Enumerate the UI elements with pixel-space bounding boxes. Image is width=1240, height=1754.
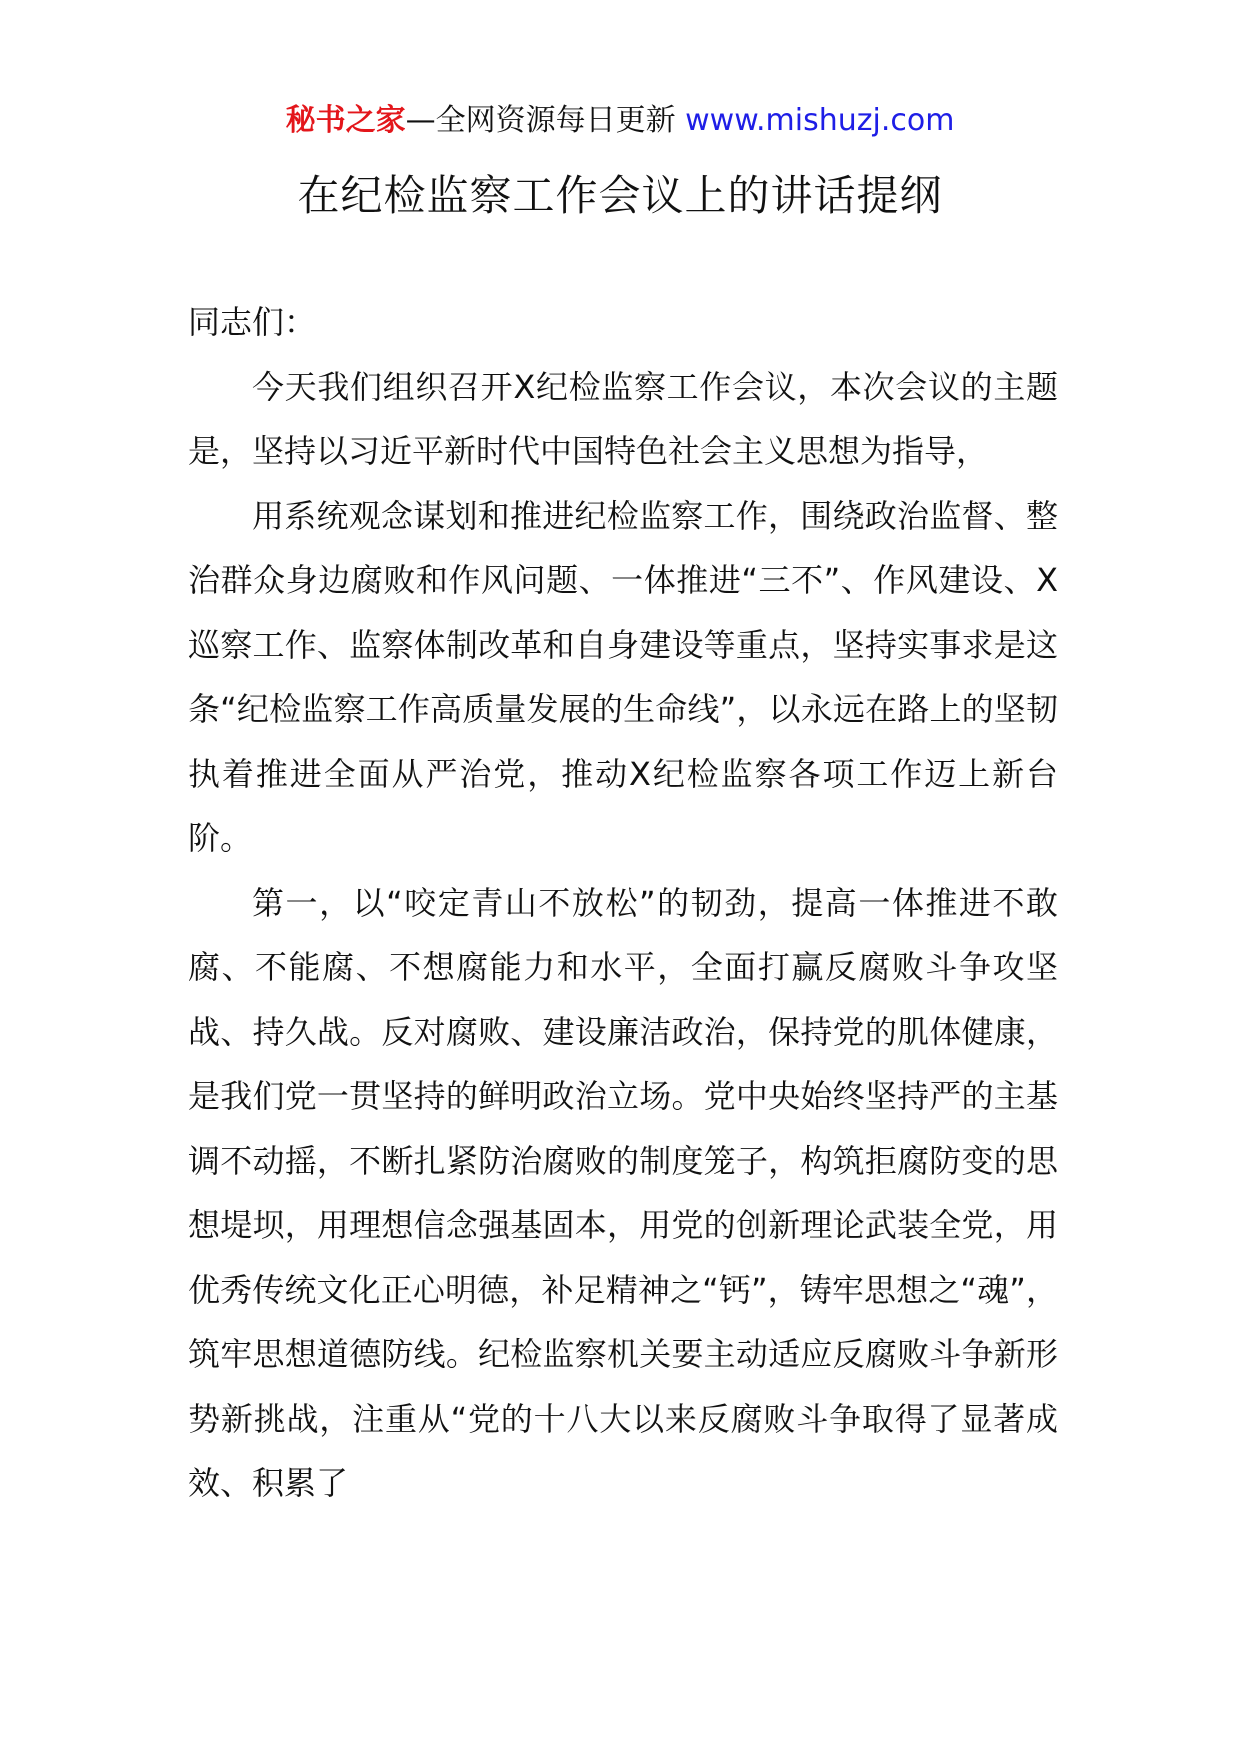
site-banner (0, 100, 1240, 142)
paragraph-2: 用系统观念谋划和推进纪检监察工作，围绕政治监督、整治群众身边腐败和作风问题、一体推进“三不”、作风建设、X巡察工作、监察体制改革和自身建设等重点，坚持实事求是这条“纪检监察工作高质量发展的生命线”，以永远在路上的坚韧执着推进全面从严治党，推动X纪检监察各项工作迈上新台阶。 (188, 496, 1058, 857)
site-url-link[interactable]: www.mishuzj.com (685, 103, 955, 138)
salutation: 同志们： (188, 303, 317, 341)
document-title: 在纪检监察工作会议上的讲话提纲 (297, 171, 943, 220)
site-tagline: —全网资源每日更新 (405, 103, 676, 138)
site-brand: 秘书之家 (285, 103, 406, 138)
document-body (188, 290, 1058, 1516)
paragraph-3: 第一，以“咬定青山不放松”的韧劲，提高一体推进不敢腐、不能腐、不想腐能力和水平，全面打赢反腐败斗争攻坚战、持久战。反对腐败、建设廉洁政治，保持党的肌体健康，是我们党一贯坚持的鲜明政治立场。党中央始终坚持严的主基调不动摇，不断扎紧防治腐败的制度笼子，构筑拒腐防变的思想堤坝，用理想信念强基固本，用党的创新理论武装全党，用优秀传统文化正心明德，补足精神之“钙”，铸牢思想之“魂”，筑牢思想道德防线。纪检监察机关要主动适应反腐败斗争新形势新挑战，注重从“党的十八大以来反腐败斗争取得了显著成效、积累了 (188, 883, 1058, 1502)
paragraph-1: 今天我们组织召开X纪检监察工作会议，本次会议的主题是，坚持以习近平新时代中国特色社会主义思想为指导， (188, 367, 1058, 470)
